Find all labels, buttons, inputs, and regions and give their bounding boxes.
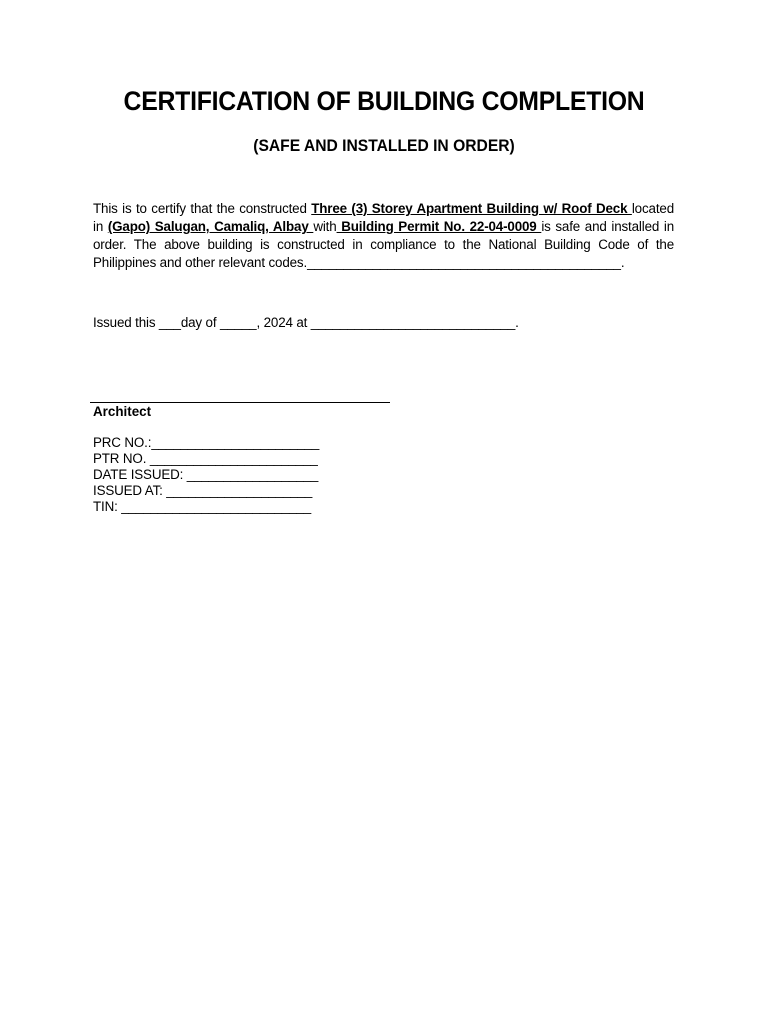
signatory-role: Architect xyxy=(93,404,152,419)
date-issued-field: DATE ISSUED: __________________ xyxy=(93,467,319,482)
document-subtitle: (SAFE AND INSTALLED IN ORDER) xyxy=(253,136,515,155)
certification-paragraph xyxy=(93,200,674,272)
with-text: with xyxy=(313,219,337,234)
intro-text: This is to certify that the constructed xyxy=(93,201,312,216)
trailing-blank: ___________________________________________. xyxy=(307,255,625,270)
issued-at-field: ISSUED AT: ____________________ xyxy=(93,483,313,498)
building-type: Three (3) Storey Apartment Building w/ Roof Deck xyxy=(311,201,632,216)
architect-info-block xyxy=(93,435,319,515)
document-title: CERTIFICATION OF BUILDING COMPLETION xyxy=(123,86,645,116)
prc-number-field: PRC NO.:_______________________ xyxy=(93,435,320,450)
building-location: (Gapo) Salugan, Camaliq, Albay xyxy=(107,219,314,234)
signature-line xyxy=(90,402,390,403)
building-permit-number: Building Permit No. 22-04-0009 xyxy=(336,219,542,234)
tin-field: TIN: __________________________ xyxy=(93,499,311,514)
ptr-number-field: PTR NO. _______________________ xyxy=(93,451,318,466)
located-in-text: located in xyxy=(93,201,674,234)
safe-text: is safe and installed in order. The above building is constructed in compliance to the National Building Code of the Philippines and other relevant codes. xyxy=(93,219,674,270)
issued-line: Issued this ___day of _____, 2024 at ____________________________. xyxy=(93,315,519,330)
